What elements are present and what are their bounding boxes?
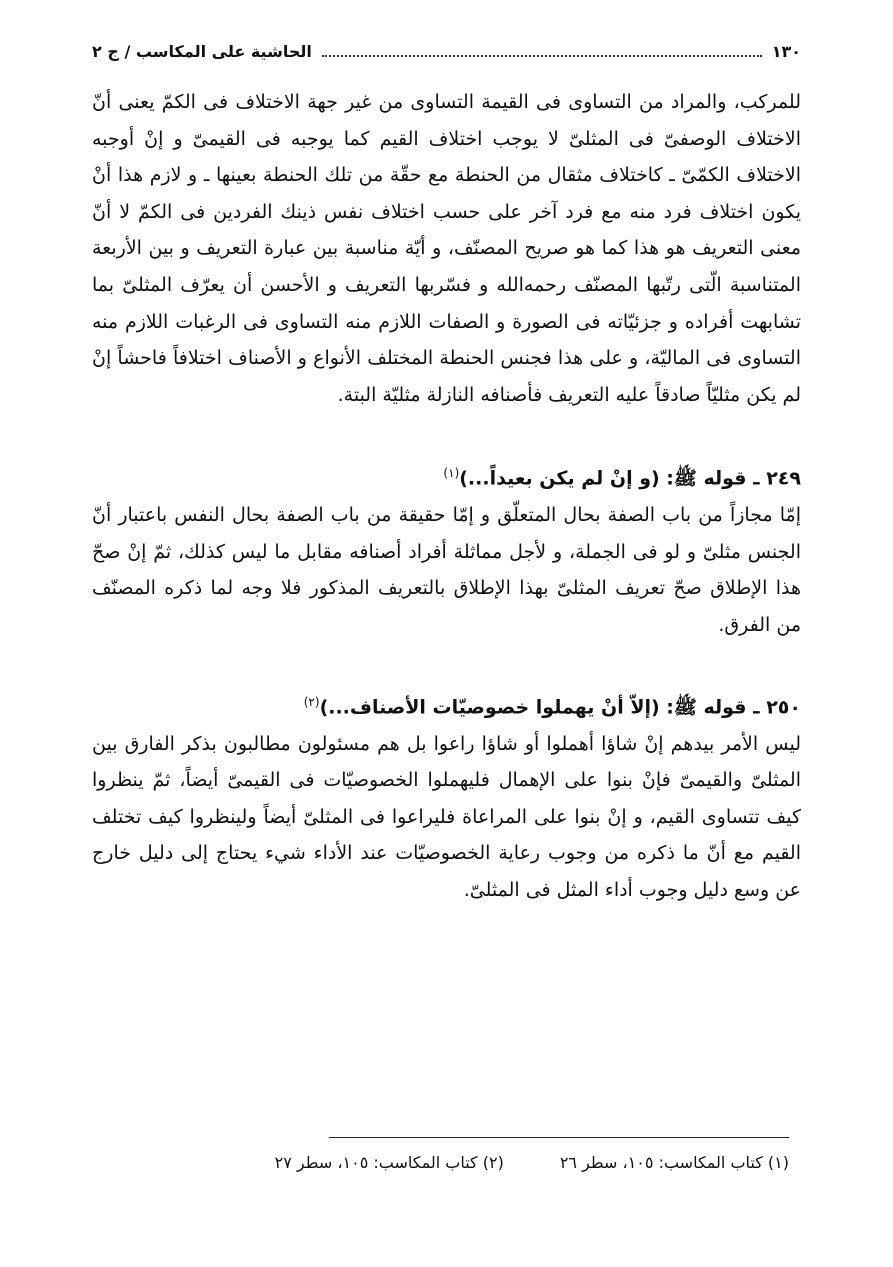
- paragraph-250: ليس الأمر بيدهم إنْ شاؤا أهملوا أو شاؤا راعوا بل هم مسئولون مطالبون بذكر الفارق بين المثلىّ والقيمىّ فإنْ بنوا على الإهمال فليهملوا الخصوصيّات فى القيمىّ أيضاً، ثمّ ينظروا كيف تتساوى القيم، و إنْ بنوا على المراعاة فليراعوا فى المثلىّ أيضاً ولينظروا كيف تختلف القيم مع أنّ ما ذكره من وجوب رعاية الخصوصيّات عند الأداء شيء يحتاج إلى دليل خارج عن وسع دليل وجوب أداء المثل فى المثلىّ.: [92, 732, 801, 901]
- footnote-divider: [329, 1137, 789, 1138]
- spacer: [92, 644, 801, 684]
- footnotes: [189, 1150, 789, 1176]
- paragraph-continuation: للمركب، والمراد من التساوى فى القيمة التساوى من غير جهة الاختلاف فى الكمّ يعنى أنّ الاختلاف الوصفىّ فى المثلىّ لا يوجب اختلاف القيم كما يوجبه فى القيمىّ و إنْ أوجبه الاختلاف الكمّىّ ـ كاختلاف مثقال من الحنطة مع حقّة من تلك الحنطة بعينها ـ و لازم هذا أنْ يكون اختلاف فرد منه مع فرد آخر على حسب اختلاف نفس ذينك الفردين فى الكمّ لا أنّ معنى التعريف هو هذا كما هو صريح المصنّف، و أيّة مناسبة بين عبارة التعريف و بين الأربعة المتناسبة الّتى رتّبها المصنّف رحمه‌الله و فسّربها التعريف و الأحسن أن يعرّف المثلىّ بما تشابهت أفراده و جزئيّاته فى الصورة و الصفات اللازم منه التساوى فى الرغبات اللازم منه التساوى فى الماليّة، و على هذا فجنس الحنطة المختلف الأنواع و الأصناف اختلافاً فاحشاً إنْ لم يكن مثليّاً صادقاً عليه التعريف فأصنافه النازلة مثليّة البتة.: [92, 91, 801, 406]
- footnote-ref-2[interactable]: (٢): [303, 694, 320, 709]
- footnote-ref-1[interactable]: (١): [443, 466, 460, 481]
- entry-heading-249: [92, 455, 801, 497]
- page-number: ١٣٠: [771, 41, 801, 61]
- footnote-1: (١) كتاب المكاسب: ١٠٥، سطر ٢٦: [559, 1153, 789, 1172]
- running-header: [92, 36, 801, 67]
- footnote-2: (٢) كتاب المكاسب: ١٠٥، سطر ٢٧: [274, 1153, 504, 1172]
- header-dot-leader: [322, 45, 762, 57]
- running-title: الحاشية على المكاسب / ج ٢: [92, 41, 312, 61]
- spacer: [92, 413, 801, 455]
- paragraph-249: إمّا مجازاً من باب الصفة بحال المتعلّق و إمّا حقيقة من باب الصفة بحال النفس باعتبار أنّ الجنس مثلىّ و لو فى الجملة، و لأجل مماثلة أفراد أصنافه مقابل ما ليس كذلك، ثمّ إنْ صحّ هذا الإطلاق صحّ تعريف المثلىّ بهذا الإطلاق بالتعريف المذكور فلا وجه لما ذكره المصنّف من الفرق.: [92, 504, 801, 637]
- entry-heading-250-text: ٢٥٠ ـ قوله ﷺ: (إلاّ أنْ يهملوا خصوصيّات الأصناف...): [319, 695, 801, 718]
- entry-heading-249-text: ٢٤٩ ـ قوله ﷺ: (و إنْ لم يكن بعيداً...): [459, 467, 801, 490]
- body-text: [92, 84, 801, 909]
- entry-heading-250: [92, 684, 801, 726]
